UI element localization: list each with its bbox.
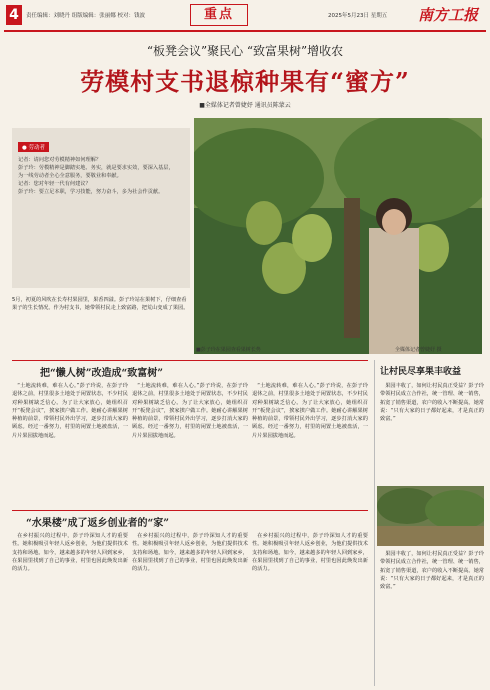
section-rule bbox=[12, 510, 368, 511]
paragraph: 果园丰收了，如何让村民真正受益？彭子玲带领村民成立合作社，统一管理、统一销售，拓宽了销售渠道，农户的收入不断提高。她常说：“只有大家的日子都好起来，才是真正的致富。” bbox=[380, 551, 484, 591]
body-column-6 bbox=[252, 532, 368, 686]
paragraph: “土地流转难，难在人心。”彭子玲说，在彭子玲退休之前，村里很多土地处于闲置状态，不少村民对种果树缺乏信心。为了让大家放心，她组织召开“板凳会议”，挨家挨户做工作。她耐心讲解果树种植的前景，带领村民外出学习，逐步打消大家的顾虑。经过一番努力，村里的闲置土地被盘活，一片片果园拔地而起。 bbox=[12, 383, 128, 439]
qa-line: 彭子玲：要立足本职，学习技能，努力奋斗，多为社会作贡献。 bbox=[18, 189, 164, 195]
article-headline: 劳模村支书退椋种果有“蜜方” bbox=[80, 67, 410, 96]
orchard-photo-illustration bbox=[194, 118, 482, 354]
section-title-3: 让村民尽享果丰收益 bbox=[380, 367, 462, 377]
qa-line: 彭子玲：劳模精神是脚踏实地、务实，就是要求实效，要深入基层， bbox=[18, 165, 174, 171]
editors-line: 责任编辑：刘晓丹 组版编辑：张丽娜 校对：钱波 bbox=[26, 13, 145, 19]
qa-line: 为一线劳动者全心全意服务，要敬业和奉献。 bbox=[18, 173, 122, 179]
article-byline: ■全媒体记者曾婕妤 通讯员陈蒙云 bbox=[199, 102, 291, 109]
section-title-1: 把“懒人树”改造成“致富树” bbox=[40, 368, 164, 379]
article-subhead: “板凳会议”聚民心 “致富果树”增收农 bbox=[146, 44, 344, 58]
side-photo-illustration bbox=[377, 486, 484, 546]
body-column-4 bbox=[12, 532, 128, 686]
section-tag: 重点 bbox=[190, 4, 248, 26]
newspaper-logo: 南方工报 bbox=[418, 6, 479, 24]
qa-box-tag: ● 劳动者 bbox=[18, 142, 49, 152]
section-rule bbox=[12, 360, 368, 361]
body-column-2 bbox=[132, 382, 248, 504]
body-column-3 bbox=[252, 382, 368, 504]
main-photo bbox=[194, 118, 482, 354]
body-column-5 bbox=[132, 532, 248, 686]
body-column-1 bbox=[12, 382, 128, 504]
photo-caption: ■彭子玲在果园查看果树长势 bbox=[196, 347, 261, 353]
masthead bbox=[0, 0, 490, 36]
paragraph: 果园丰收了，如何让村民真正受益？彭子玲带领村民成立合作社，统一管理、统一销售，拓宽了销售渠道，农户的收入不断提高。她常说：“只有大家的日子都好起来，才是真正的致富。” bbox=[380, 383, 484, 423]
qa-line: 记者：请问您对劳模精神如何理解？ bbox=[18, 157, 102, 163]
paragraph: 在乡村振兴的过程中，彭子玲深知人才的重要性。她积极吸引年轻人返乡创业，为他们提供技术支持和场地。如今，越来越多的年轻人回到家乡，在果园里找到了自己的事业，村里也因此焕发出新的活力。 bbox=[12, 533, 128, 573]
paragraph: 在乡村振兴的过程中，彭子玲深知人才的重要性。她积极吸引年轻人返乡创业，为他们提供技术支持和场地。如今，越来越多的年轻人回到家乡，在果园里找到了自己的事业，村里也因此焕发出新的活力。 bbox=[252, 533, 368, 573]
qa-line: 记者：您对年轻一代有何建议？ bbox=[18, 181, 91, 187]
paragraph: “土地流转难，难在人心。”彭子玲说，在彭子玲退休之前，村里很多土地处于闲置状态，不少村民对种果树缺乏信心。为了让大家放心，她组织召开“板凳会议”，挨家挨户做工作。她耐心讲解果树种植的前景，带领村民外出学习，逐步打消大家的顾虑。经过一番努力，村里的闲置土地被盘活，一片片果园拔地而起。 bbox=[252, 383, 368, 439]
side-photo bbox=[377, 486, 484, 546]
article-intro: 5月，初夏的风吹在长寿村果园里，果香四溢。彭子玲站在果树下，仔细查看果子的生长情况。作为村支书，她带领村民走上致富路，把荒山变成了果园。 bbox=[12, 297, 189, 311]
masthead-rule bbox=[4, 30, 486, 32]
photo-credit: 全媒体记者曾婕妤 摄 bbox=[395, 347, 442, 353]
side-column-bottom bbox=[380, 550, 484, 684]
section-title-2: “水果楼”成了返乡创业者的“家” bbox=[26, 518, 170, 529]
page-number: 4 bbox=[6, 5, 22, 25]
paragraph: “土地流转难，难在人心。”彭子玲说，在彭子玲退休之前，村里很多土地处于闲置状态，不少村民对种果树缺乏信心。为了让大家放心，她组织召开“板凳会议”，挨家挨户做工作。她耐心讲解果树种植的前景，带领村民外出学习，逐步打消大家的顾虑。经过一番努力，村里的闲置土地被盘活，一片片果园拔地而起。 bbox=[132, 383, 248, 439]
paragraph: 在乡村振兴的过程中，彭子玲深知人才的重要性。她积极吸引年轻人返乡创业，为他们提供技术支持和场地。如今，越来越多的年轻人回到家乡，在果园里找到了自己的事业，村里也因此焕发出新的活力。 bbox=[132, 533, 248, 573]
issue-date: 2025年5月23日 星期五 bbox=[328, 13, 388, 19]
qa-box bbox=[12, 128, 190, 288]
side-column-top bbox=[380, 382, 484, 482]
